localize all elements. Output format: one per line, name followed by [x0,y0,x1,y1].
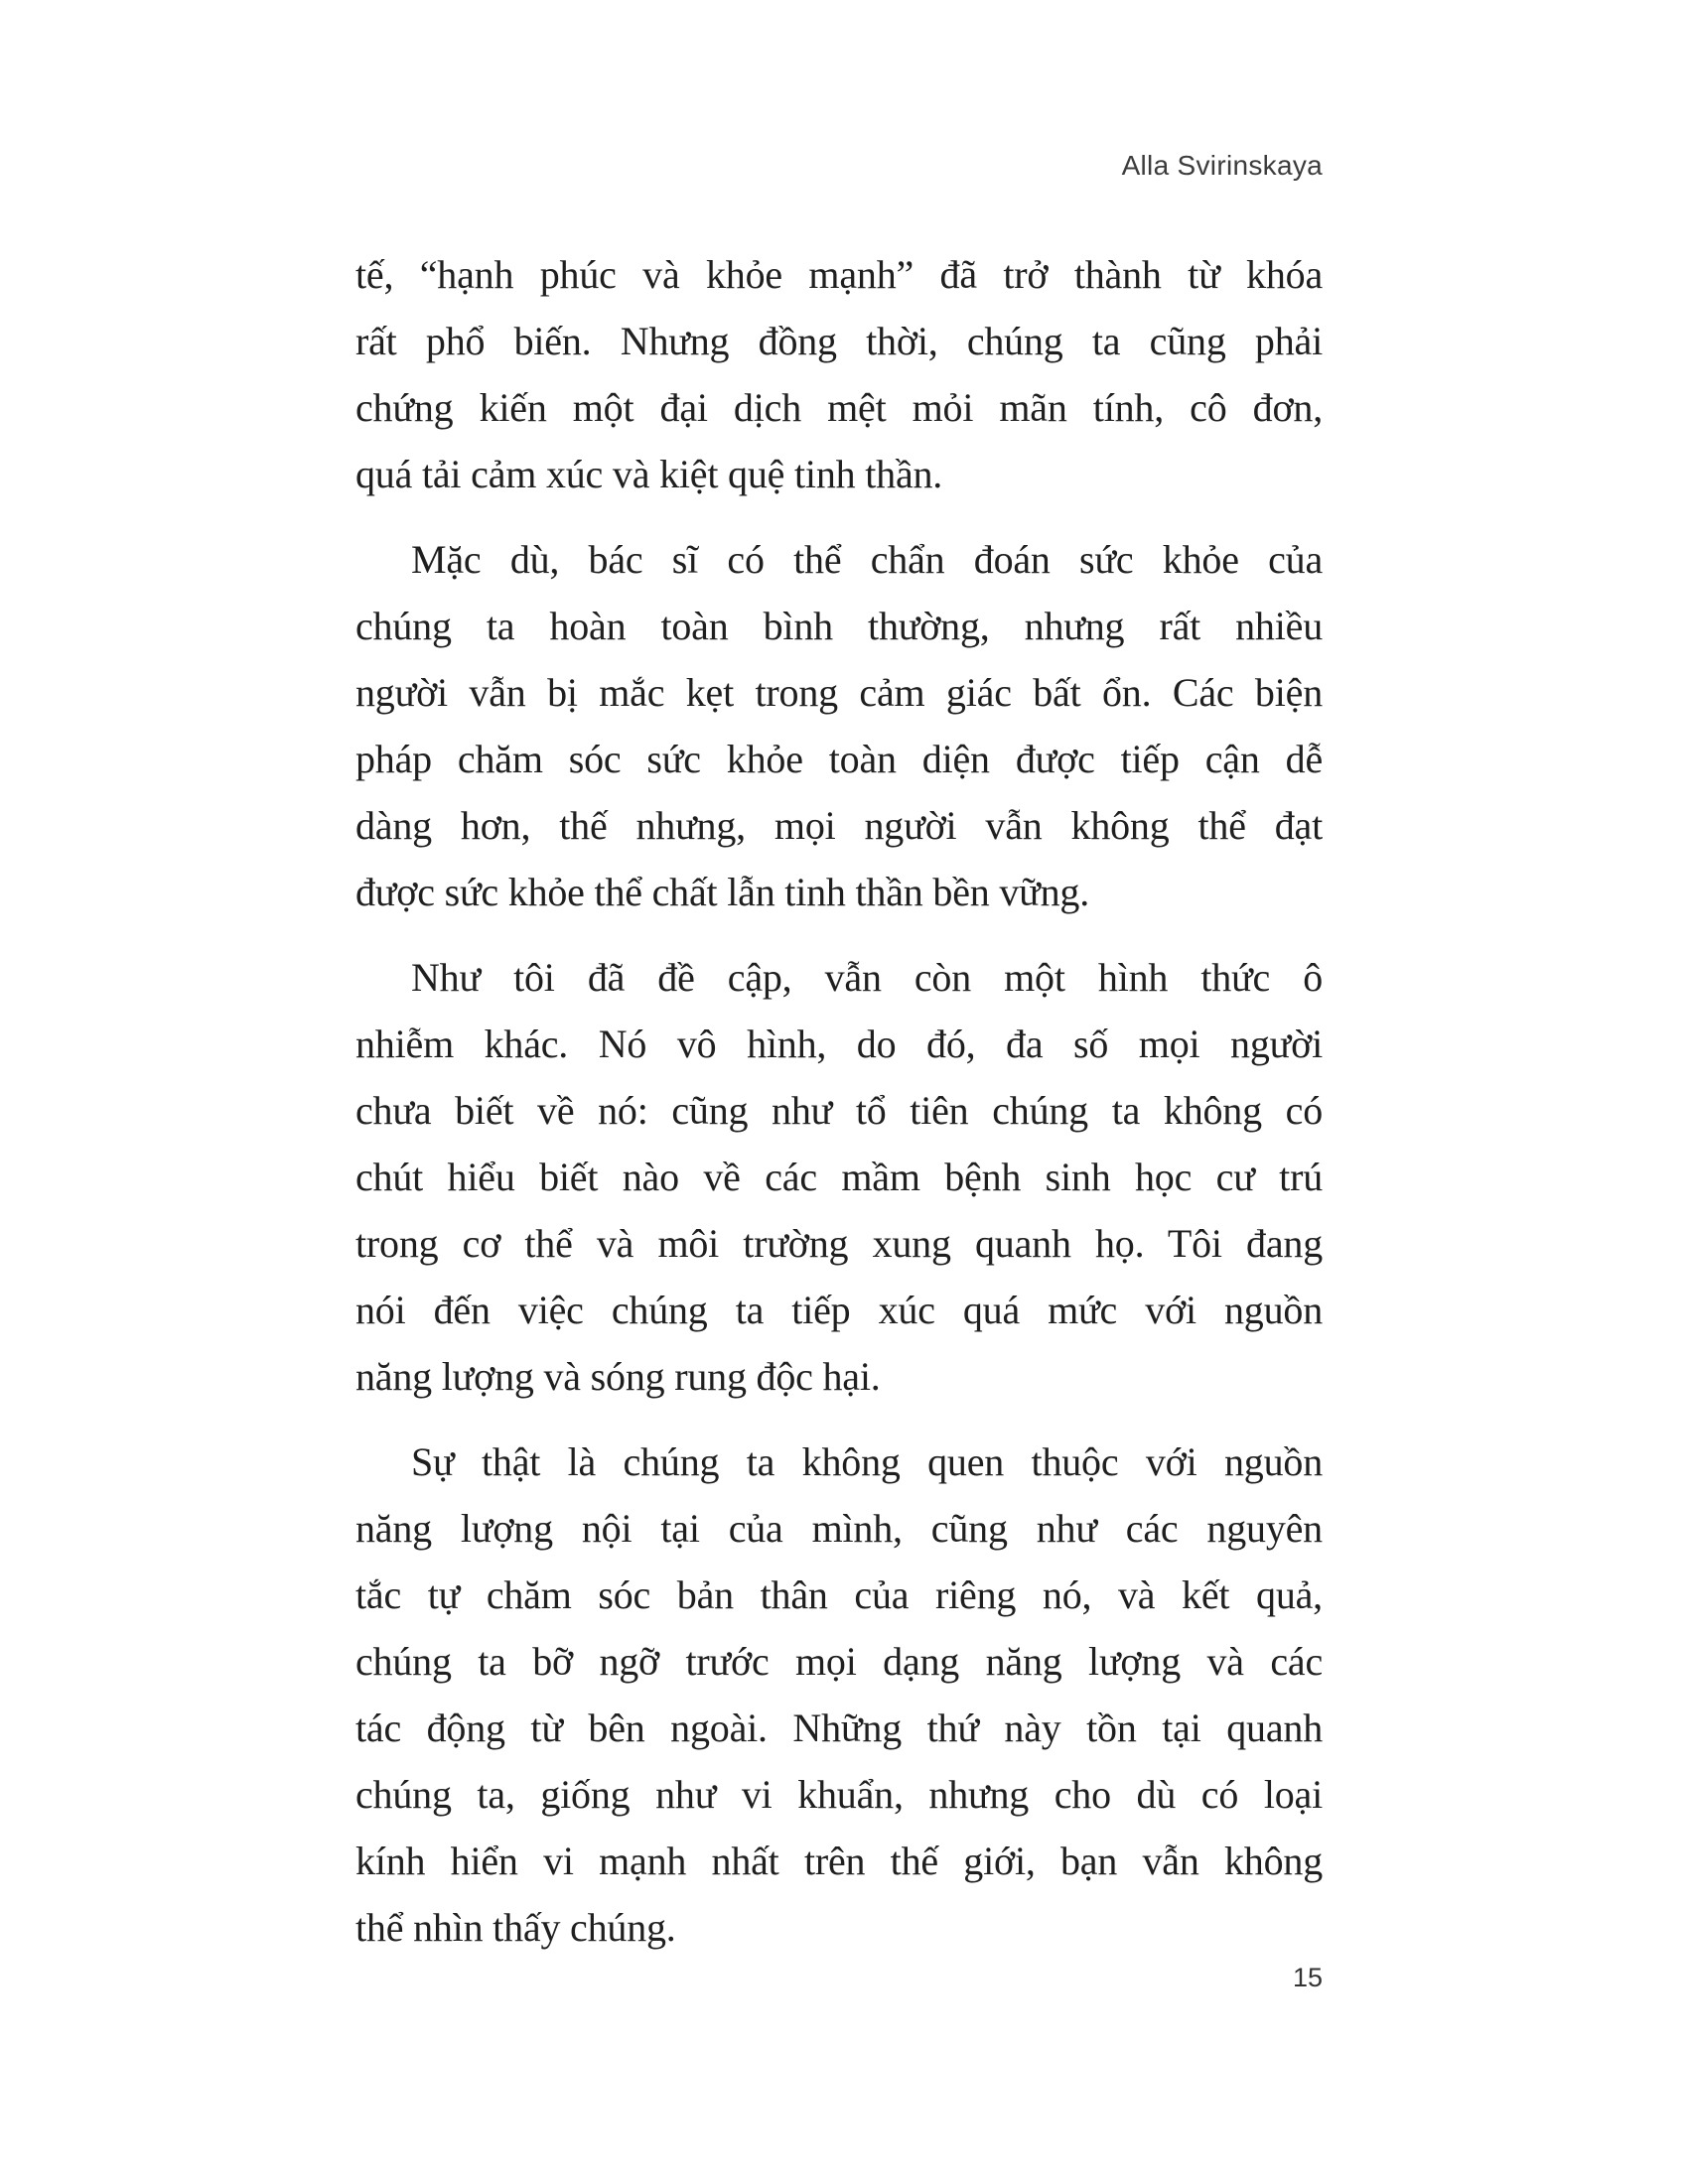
text-line: Như tôi đã đề cập, vẫn còn một hình thức ô [411,955,1323,1000]
paragraph [355,1429,1323,1961]
text-line: nhiễm khác. Nó vô hình, do đó, đa số mọi người [355,1022,1323,1066]
paragraph [355,241,1323,507]
text-line: quá tải cảm xúc và kiệt quệ tinh thần. [355,452,943,496]
text-line: chút hiểu biết nào về các mầm bệnh sinh học cư trú [355,1155,1323,1199]
text-line: chúng ta bỡ ngỡ trước mọi dạng năng lượng và các [355,1639,1323,1684]
body-text [355,241,1323,1961]
text-line: tắc tự chăm sóc bản thân của riêng nó, và kết quả, [355,1572,1323,1617]
text-line: được sức khỏe thể chất lẫn tinh thần bền vững. [355,870,1090,914]
text-line: dàng hơn, thế nhưng, mọi người vẫn không thể đạt [355,803,1323,848]
text-line: pháp chăm sóc sức khỏe toàn diện được tiếp cận dễ [355,737,1323,781]
text-line: Mặc dù, bác sĩ có thể chẩn đoán sức khỏe của [411,537,1323,582]
text-line: chưa biết về nó: cũng như tổ tiên chúng ta không có [355,1088,1323,1133]
text-line: chúng ta, giống như vi khuẩn, nhưng cho dù có loại [355,1772,1323,1817]
text-line: người vẫn bị mắc kẹt trong cảm giác bất ổn. Các biện [355,670,1323,715]
text-line: tác động từ bên ngoài. Những thứ này tồn tại quanh [355,1706,1323,1750]
text-line: kính hiển vi mạnh nhất trên thế giới, bạn vẫn không [355,1839,1323,1883]
text-line: chúng ta hoàn toàn bình thường, nhưng rất nhiều [355,604,1323,648]
text-line: rất phổ biến. Nhưng đồng thời, chúng ta cũng phải [355,319,1323,363]
text-line: trong cơ thể và môi trường xung quanh họ. Tôi đang [355,1221,1323,1266]
page-number: 15 [1292,1963,1323,1992]
text-line: năng lượng và sóng rung độc hại. [355,1354,881,1399]
paragraph [355,526,1323,925]
text-line: Sự thật là chúng ta không quen thuộc với nguồn [411,1439,1323,1484]
running-header: Alla Svirinskaya [1121,150,1323,181]
text-line: nói đến việc chúng ta tiếp xúc quá mức với nguồn [355,1288,1323,1332]
paragraph [355,944,1323,1410]
text-line: tế, “hạnh phúc và khỏe mạnh” đã trở thành từ khóa [355,252,1323,297]
text-line: thể nhìn thấy chúng. [355,1905,676,1950]
text-line: chứng kiến một đại dịch mệt mỏi mãn tính, cô đơn, [355,385,1323,430]
text-line: năng lượng nội tại của mình, cũng như các nguyên [355,1506,1323,1551]
